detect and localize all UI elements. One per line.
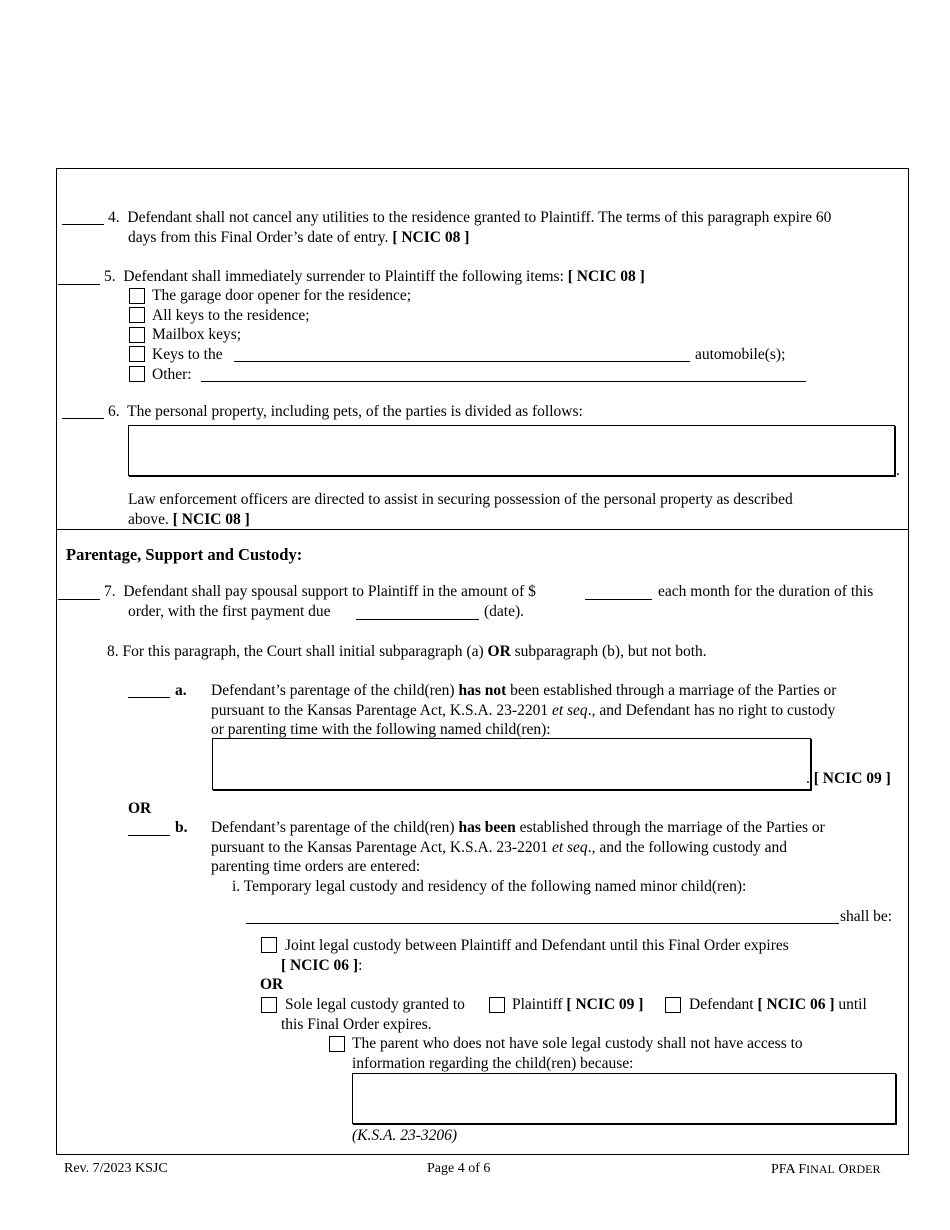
plaintiff-label: Plaintiff [ NCIC 09 ] xyxy=(512,996,644,1013)
no-access-line1: The parent who does not have sole legal custody shall not have access to xyxy=(352,1035,803,1052)
initial-blank-4[interactable] xyxy=(62,224,104,225)
p8b-sub-i: i. Temporary legal custody and residency of the following named minor child(ren): xyxy=(232,878,747,895)
initial-blank-6[interactable] xyxy=(62,418,104,419)
joint-custody-checkbox[interactable] xyxy=(261,937,277,953)
footer-page-number: Page 4 of 6 xyxy=(427,1161,491,1176)
no-access-reason-box[interactable] xyxy=(352,1073,896,1124)
p8-intro: 8. For this paragraph, the Court shall initial subparagraph (a) OR subparagraph (b), but not both. xyxy=(107,643,707,660)
children-names-blank[interactable] xyxy=(246,923,839,924)
or-label: OR xyxy=(128,800,152,817)
p8a-line2: pursuant to the Kansas Parentage Act, K.S.A. 23-2201 et seq., and Defendant has no right to custody xyxy=(211,702,836,719)
other-checkbox[interactable] xyxy=(129,366,145,382)
footer-form-title: PFA FINAL ORDER xyxy=(771,1162,881,1177)
p6-text: 6. The personal property, including pets, of the parties is divided as follows: xyxy=(108,403,583,420)
first-payment-date-blank[interactable] xyxy=(356,619,479,620)
automobile-keys-label: Keys to the xyxy=(152,346,223,363)
residence-keys-label: All keys to the residence; xyxy=(152,307,310,324)
or-label-2: OR xyxy=(260,976,284,993)
support-amount-blank[interactable] xyxy=(585,599,652,600)
personal-property-box[interactable] xyxy=(128,425,895,476)
no-access-checkbox[interactable] xyxy=(329,1036,345,1052)
initial-blank-7[interactable] xyxy=(58,599,100,600)
p6-period: . xyxy=(896,462,900,479)
p7-line2b: (date). xyxy=(484,603,525,620)
initial-blank-8a[interactable] xyxy=(128,697,170,698)
law-enforcement-line2: above. [ NCIC 08 ] xyxy=(128,511,250,528)
p4-line1: 4. Defendant shall not cancel any utilities to the residence granted to Plaintiff. The terms of this paragraph expire 60 xyxy=(108,209,832,226)
sole-custody-label: Sole legal custody granted to xyxy=(285,996,465,1013)
p7-line1a: 7. Defendant shall pay spousal support to Plaintiff in the amount of $ xyxy=(104,583,536,600)
p8a-line1: Defendant’s parentage of the child(ren) has not been established through a marriage of the Parties or xyxy=(211,682,837,699)
mailbox-keys-checkbox[interactable] xyxy=(129,327,145,343)
other-label: Other: xyxy=(152,366,192,383)
initial-blank-8b[interactable] xyxy=(128,835,170,836)
defendant-label: Defendant [ NCIC 06 ] until xyxy=(689,996,867,1013)
p8b-label: b. xyxy=(175,819,188,836)
no-access-line2: information regarding the child(ren) because: xyxy=(352,1055,634,1072)
initial-blank-5[interactable] xyxy=(58,284,100,285)
p7-line1b: each month for the duration of this xyxy=(658,583,874,600)
footer-revision: Rev. 7/2023 KSJC xyxy=(64,1161,168,1176)
plaintiff-checkbox[interactable] xyxy=(489,997,505,1013)
mailbox-keys-label: Mailbox keys; xyxy=(152,326,242,343)
p8b-line2: pursuant to the Kansas Parentage Act, K.S.A. 23-2201 et seq., and the following custody and xyxy=(211,839,788,856)
joint-custody-line1: Joint legal custody between Plaintiff and Defendant until this Final Order expires xyxy=(285,937,789,954)
p4-line2: days from this Final Order’s date of entry. [ NCIC 08 ] xyxy=(128,229,470,246)
other-blank[interactable] xyxy=(201,381,806,382)
statute-citation: (K.S.A. 23-3206) xyxy=(352,1127,458,1144)
joint-custody-line2: [ NCIC 06 ]: xyxy=(281,957,363,974)
section-divider xyxy=(56,529,909,530)
p5-intro: 5. Defendant shall immediately surrender to Plaintiff the following items: [ NCIC 08 ] xyxy=(104,268,645,285)
defendant-checkbox[interactable] xyxy=(665,997,681,1013)
garage-opener-checkbox[interactable] xyxy=(129,288,145,304)
sole-custody-line2: this Final Order expires. xyxy=(281,1016,432,1033)
p8a-tag: . [ NCIC 09 ] xyxy=(806,770,891,787)
section-heading: Parentage, Support and Custody: xyxy=(66,545,303,564)
automobile-blank[interactable] xyxy=(234,361,690,362)
p8a-label: a. xyxy=(175,682,187,699)
sole-custody-checkbox[interactable] xyxy=(261,997,277,1013)
p7-line2a: order, with the first payment due xyxy=(128,603,331,620)
garage-opener-label: The garage door opener for the residence; xyxy=(152,287,412,304)
automobile-keys-checkbox[interactable] xyxy=(129,346,145,362)
no-custody-children-box[interactable] xyxy=(212,738,811,790)
shall-be-label: shall be: xyxy=(840,908,893,925)
p8a-line3: or parenting time with the following named child(ren): xyxy=(211,721,551,738)
law-enforcement-line1: Law enforcement officers are directed to assist in securing possession of the personal property as described xyxy=(128,491,793,508)
automobile-suffix: automobile(s); xyxy=(695,346,786,363)
p8b-line3: parenting time orders are entered: xyxy=(211,858,421,875)
p8b-line1: Defendant’s parentage of the child(ren) has been established through the marriage of the Parties or xyxy=(211,819,825,836)
residence-keys-checkbox[interactable] xyxy=(129,307,145,323)
